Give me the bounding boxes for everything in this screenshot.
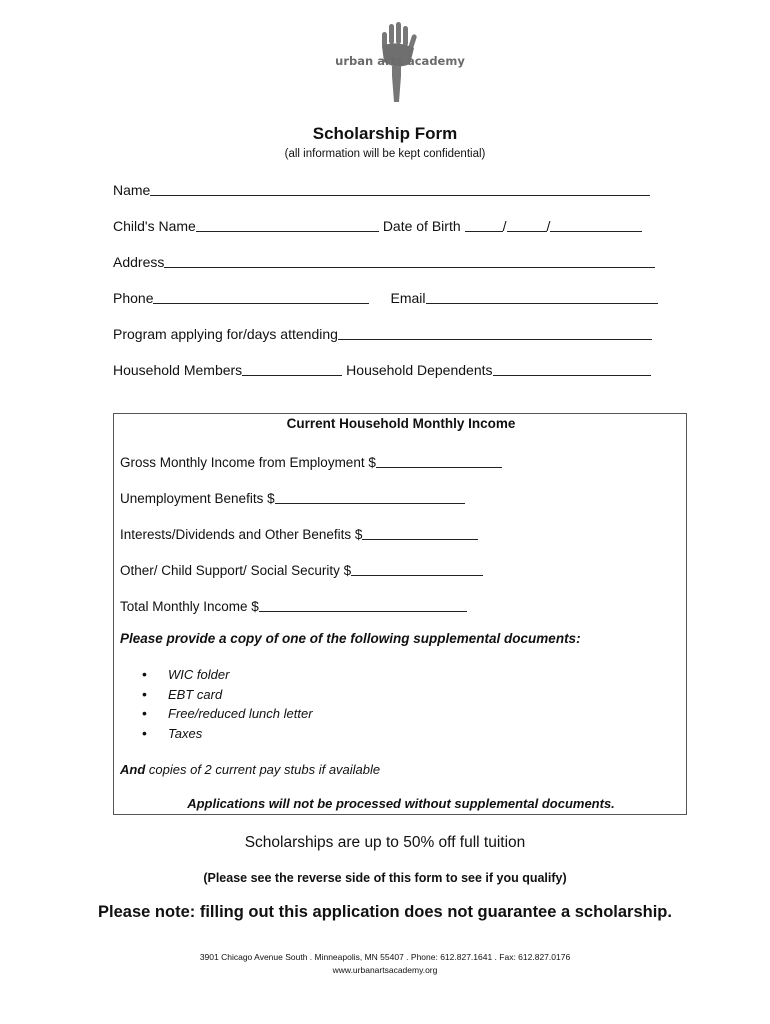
income-box-title: Current Household Monthly Income [286,416,516,431]
total-income-field [120,596,467,614]
email-label: Email [390,290,426,306]
dob-month-line[interactable] [465,216,503,232]
name-label: Name [113,182,151,198]
warning-text: Applications will not be processed without supplemental documents. [187,796,615,811]
form-subtitle: (all information will be kept confidential) [284,148,486,160]
date-of-birth-label: Date of Birth [382,218,461,234]
childs-name-field [113,216,642,234]
reverse-note: (Please see the reverse side of this form to see if you qualify) [203,871,567,885]
unemployment-label: Unemployment Benefits $ [120,491,275,506]
list-item: • WIC folder [136,667,313,687]
program-label: Program applying for/days attending [113,326,338,342]
phone-input-line[interactable] [153,288,369,304]
scholarship-note: Scholarships are up to 50% off full tuition [244,834,526,851]
form-title: Scholarship Form [312,124,458,143]
household-members-label: Household Members [113,362,243,378]
gross-income-label: Gross Monthly Income from Employment $ [120,455,376,470]
logo [330,18,470,106]
interests-label: Interests/Dividends and Other Benefits $ [120,527,363,542]
childs-name-label: Child's Name [113,218,196,234]
phone-email-field [113,288,658,306]
dob-slash-1: / [502,218,507,234]
childs-name-input-line[interactable] [196,216,379,232]
logo-text: urban arts academy [335,54,465,68]
total-income-label: Total Monthly Income $ [120,599,259,614]
gross-income-input-line[interactable] [376,452,502,468]
program-input-line[interactable] [338,324,652,340]
pay-stubs-note: copies of 2 current pay stubs if available [145,762,381,777]
name-input-line[interactable] [150,180,650,196]
program-field [113,324,652,342]
list-item: • EBT card [136,687,313,707]
other-income-input-line[interactable] [351,560,483,576]
unemployment-input-line[interactable] [275,488,465,504]
provide-copy-text: Please provide a copy of one of the following supplemental documents: [120,631,581,646]
dob-year-line[interactable] [550,216,642,232]
unemployment-field [120,488,465,506]
household-dependents-label: Household Dependents [346,362,493,378]
other-income-field [120,560,483,578]
interests-field [120,524,478,542]
total-income-input-line[interactable] [259,596,467,612]
pay-stubs-text [120,762,380,777]
address-label: Address [113,254,165,270]
interests-input-line[interactable] [362,524,478,540]
income-box [113,413,687,815]
household-field [113,360,651,378]
list-item: • Free/reduced lunch letter [136,706,313,726]
address-input-line[interactable] [164,252,655,268]
footer-address: 3901 Chicago Avenue South . Minneapolis, MN 55407 . Phone: 612.827.1641 . Fax: 612.827.0176 [199,952,571,962]
name-field [113,180,650,198]
other-income-label: Other/ Child Support/ Social Security $ [120,563,352,578]
dob-day-line[interactable] [507,216,547,232]
guarantee-note: Please note: filling out this application does not guarantee a scholarship. [98,903,672,921]
household-dependents-input-line[interactable] [493,360,651,376]
household-members-input-line[interactable] [242,360,342,376]
gross-income-field [120,452,502,470]
footer-website[interactable]: www.urbanartsacademy.org [332,965,438,975]
dob-slash-2: / [546,218,551,234]
phone-label: Phone [113,290,154,306]
address-field [113,252,655,270]
list-item: • Taxes [136,726,313,746]
email-input-line[interactable] [426,288,658,304]
and-word: And [120,762,146,777]
documents-list [136,667,313,745]
